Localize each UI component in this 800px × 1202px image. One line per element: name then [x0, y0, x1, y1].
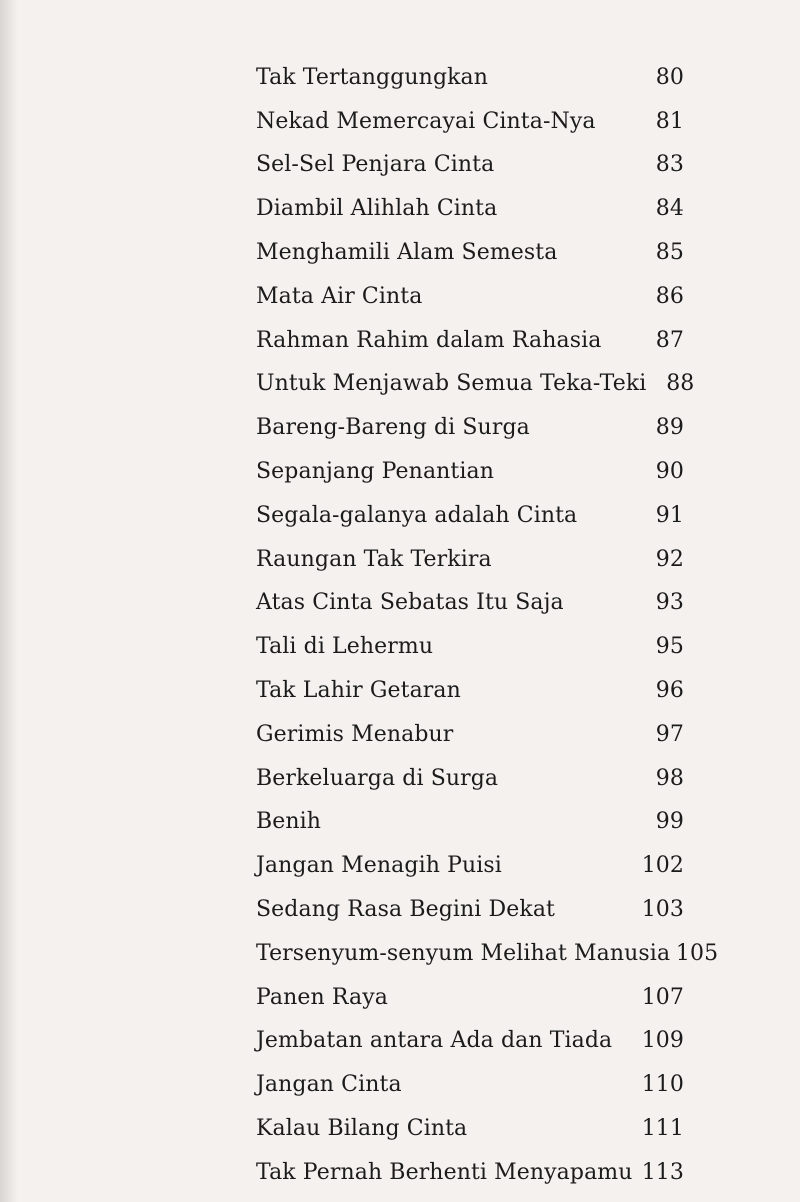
toc-entry[interactable] [256, 494, 686, 538]
toc-entry[interactable] [256, 450, 686, 494]
toc-entry-title: Jangan Cinta [256, 1072, 402, 1098]
toc-entry-title: Atas Cinta Sebatas Itu Saja [256, 590, 564, 616]
toc-entry-page: 83 [655, 152, 684, 178]
toc-entry-title: Benih [256, 809, 322, 835]
toc-entry-title: Diambil Alihlah Cinta [256, 196, 498, 222]
toc-entry-page: 105 [675, 940, 719, 966]
toc-entry[interactable] [256, 100, 686, 144]
toc-entry-title: Tak Tertanggungkan [256, 64, 489, 90]
toc-entry-page: 96 [655, 678, 684, 704]
toc-entry-page: 89 [655, 415, 684, 441]
toc-entry-page: 113 [641, 1159, 684, 1185]
toc-entry-title: Mata Air Cinta [256, 283, 423, 309]
toc-entry-page: 97 [655, 721, 684, 747]
toc-entry-page: 103 [641, 897, 684, 923]
toc-entry[interactable] [256, 1107, 686, 1151]
toc-entry-page: 95 [655, 634, 684, 660]
toc-entry-page: 111 [641, 1116, 684, 1142]
toc-entry[interactable] [256, 625, 686, 669]
toc-entry[interactable] [256, 144, 686, 188]
toc-entry[interactable] [256, 1020, 686, 1064]
toc-entry[interactable] [256, 275, 686, 319]
page-edge-shadow [0, 0, 18, 1202]
toc-entry-page: 107 [641, 984, 684, 1010]
toc-entry-page: 91 [655, 502, 684, 528]
toc-entry-page: 87 [655, 327, 684, 353]
toc-entry[interactable] [256, 538, 686, 582]
toc-entry-title: Tak Pernah Berhenti Menyapamu [256, 1159, 633, 1185]
toc-entry[interactable] [256, 932, 719, 976]
toc-entry-page: 99 [655, 809, 684, 835]
toc-entry-title: Berkeluarga di Surga [256, 765, 499, 791]
toc-entry-page: 102 [641, 853, 684, 879]
toc-entry-title: Sel-Sel Penjara Cinta [256, 152, 495, 178]
toc-entry-page: 109 [641, 1028, 684, 1054]
toc-entry[interactable] [256, 582, 686, 626]
toc-entry-title: Bareng-Bareng di Surga [256, 415, 530, 441]
toc-entry-title: Rahman Rahim dalam Rahasia [256, 327, 602, 353]
toc-entry[interactable] [256, 801, 686, 845]
toc-entry[interactable] [256, 187, 686, 231]
toc-entry-title: Raungan Tak Terkira [256, 546, 492, 572]
toc-entry-title: Panen Raya [256, 984, 389, 1010]
toc-entry-title: Sepanjang Penantian [256, 459, 494, 485]
toc-entry-title: Jangan Menagih Puisi [256, 853, 502, 879]
toc-entry-page: 80 [655, 64, 684, 90]
toc-entry-title: Kalau Bilang Cinta [256, 1116, 468, 1142]
toc-entry-title: Untuk Menjawab Semua Teka-Teki [256, 371, 647, 397]
toc-entry[interactable] [256, 363, 695, 407]
table-of-contents [256, 56, 719, 1195]
toc-entry-title: Tersenyum-senyum Melihat Manusia [256, 940, 671, 966]
toc-entry[interactable] [256, 1063, 686, 1107]
toc-entry[interactable] [256, 713, 686, 757]
toc-entry[interactable] [256, 888, 686, 932]
toc-entry-title: Jembatan antara Ada dan Tiada [256, 1028, 613, 1054]
toc-entry[interactable] [256, 406, 686, 450]
toc-entry-title: Segala-galanya adalah Cinta [256, 502, 578, 528]
toc-entry-title: Gerimis Menabur [256, 721, 454, 747]
toc-entry[interactable] [256, 757, 686, 801]
toc-entry[interactable] [256, 231, 686, 275]
toc-entry-page: 90 [655, 459, 684, 485]
toc-entry[interactable] [256, 1151, 686, 1195]
toc-entry-title: Nekad Memercayai Cinta-Nya [256, 108, 596, 134]
toc-entry-page: 93 [655, 590, 684, 616]
toc-entry-page: 88 [666, 371, 695, 397]
toc-entry-page: 98 [655, 765, 684, 791]
toc-entry-page: 86 [655, 283, 684, 309]
toc-entry-page: 84 [655, 196, 684, 222]
toc-entry-page: 81 [655, 108, 684, 134]
toc-entry-page: 110 [641, 1072, 684, 1098]
toc-entry[interactable] [256, 669, 686, 713]
toc-entry-page: 92 [655, 546, 684, 572]
toc-entry[interactable] [256, 976, 686, 1020]
toc-entry-title: Menghamili Alam Semesta [256, 240, 558, 266]
toc-entry-page: 85 [655, 240, 684, 266]
toc-entry-title: Sedang Rasa Begini Dekat [256, 897, 555, 923]
toc-entry-title: Tali di Lehermu [256, 634, 434, 660]
toc-entry[interactable] [256, 319, 686, 363]
toc-entry[interactable] [256, 844, 686, 888]
toc-entry-title: Tak Lahir Getaran [256, 678, 461, 704]
toc-entry[interactable] [256, 56, 686, 100]
